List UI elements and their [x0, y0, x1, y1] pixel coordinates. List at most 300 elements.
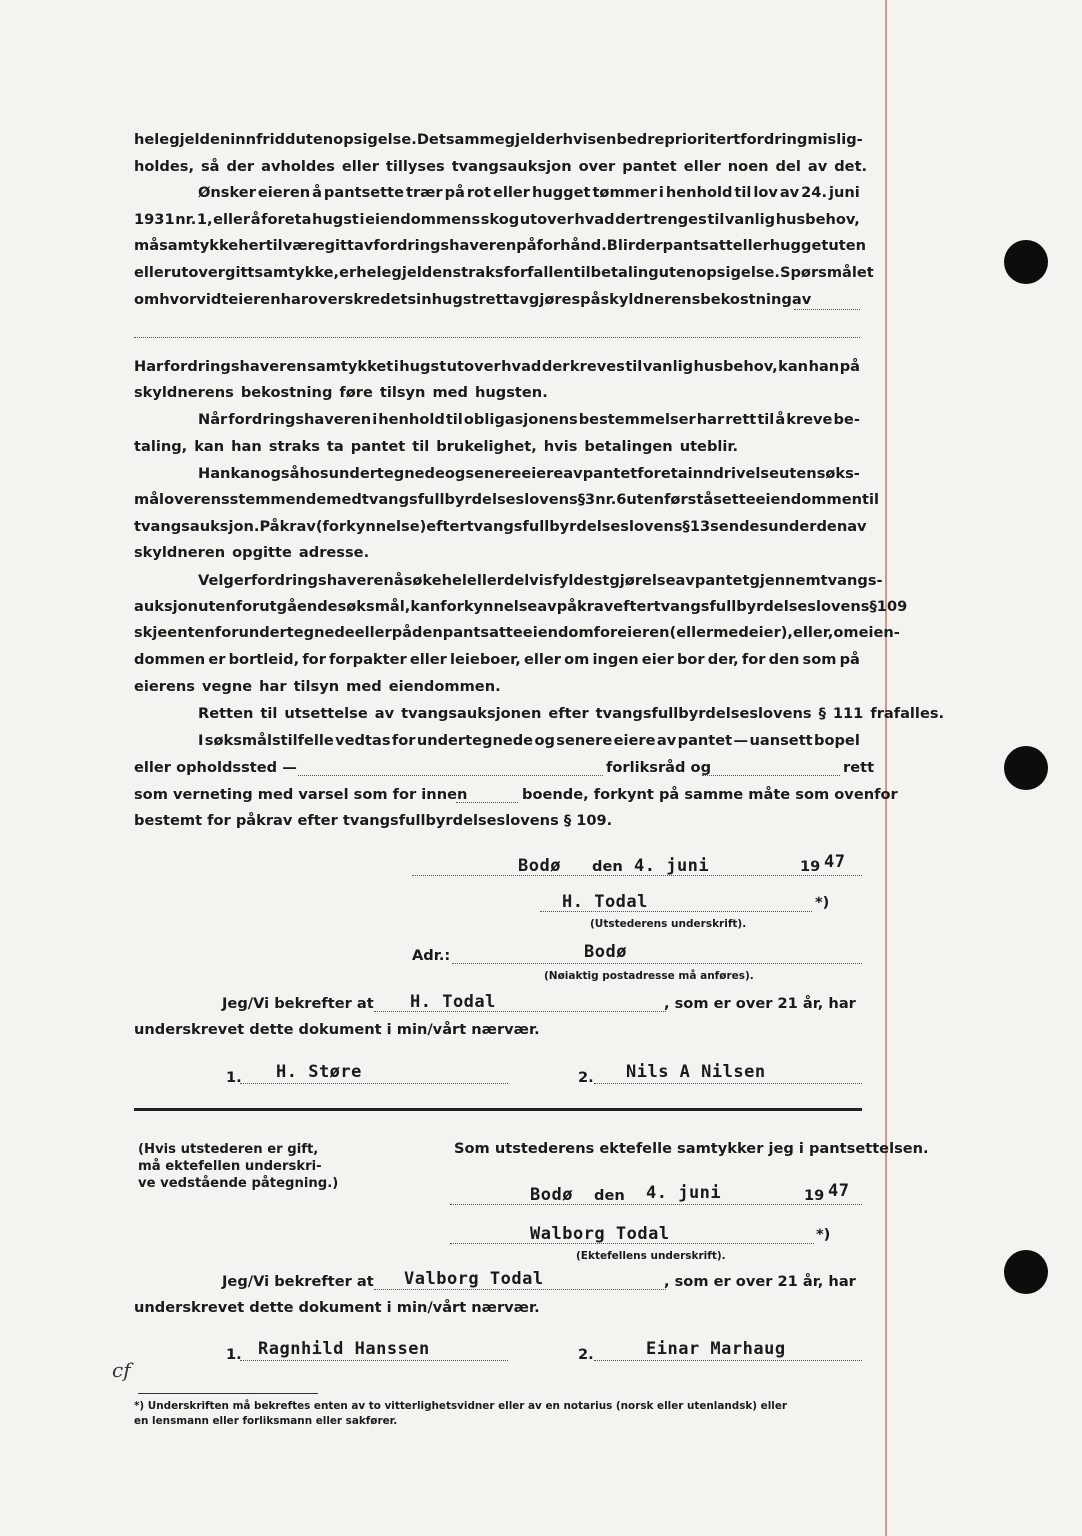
spouse-witness-2-name: Einar Marhaug [646, 1339, 786, 1359]
word: tvangsauksjon. [134, 518, 260, 535]
sig-caption: (Utstederens underskrift). [590, 918, 747, 930]
spouse-witness-2-num: 2. [578, 1346, 594, 1363]
word: bekostning [700, 291, 792, 308]
word: eiendommens [365, 211, 481, 228]
word: efter [426, 518, 467, 535]
venue-rett: rett [843, 759, 875, 776]
word: som [802, 651, 837, 668]
word: til [734, 184, 752, 201]
word: hvorvidt [159, 291, 229, 308]
word: lov [753, 184, 778, 201]
word: fordringshaveren [163, 358, 307, 375]
word: noen [727, 158, 769, 175]
word: vanlig [642, 358, 694, 375]
word: pantet [694, 572, 750, 589]
word: eller [134, 264, 171, 281]
word: med [326, 491, 362, 508]
word: eier [641, 651, 674, 668]
word: tvangsauksjonen [401, 705, 542, 722]
word: først [664, 491, 704, 508]
body-line [134, 357, 860, 377]
word: der [226, 158, 255, 175]
word: til [757, 411, 775, 428]
word: medeier), [713, 624, 793, 641]
word: § [869, 598, 877, 615]
word: eller [213, 211, 251, 228]
word: for [391, 732, 416, 749]
word: hvis [562, 131, 597, 148]
word: § [577, 491, 586, 508]
word: obligasjonens [463, 411, 578, 428]
word: også [260, 465, 300, 482]
word: overskredet [308, 291, 408, 308]
witness-1-name: H. Støre [276, 1062, 362, 1082]
word: senere [465, 465, 522, 482]
word: av [675, 572, 695, 589]
body-line [134, 490, 879, 510]
word: hele [134, 131, 170, 148]
word: tvangs- [820, 572, 883, 589]
word: pantet [622, 158, 677, 175]
word: overensstemmende [164, 491, 327, 508]
word: uteblir. [679, 438, 739, 455]
venue-line-2b: boende, forkynt på samme måte som ovenfor [522, 786, 898, 803]
word: der [541, 358, 570, 375]
word: der, [707, 651, 739, 668]
witness-line [594, 1360, 862, 1361]
word: å [703, 491, 714, 508]
word: dommen [134, 651, 206, 668]
word: frafalles. [870, 705, 945, 722]
word: trær [405, 184, 443, 201]
word: til [412, 438, 430, 455]
word: 24. [801, 184, 828, 201]
word: eieren [257, 184, 311, 201]
word: skyldneren [134, 544, 226, 561]
word: eieren [228, 291, 281, 308]
word: leieboer, [450, 651, 521, 668]
body-line [198, 571, 883, 591]
address-line [452, 963, 862, 964]
word: skje [134, 624, 168, 641]
body-line [134, 290, 812, 310]
spouse-note-line: må ektefellen underskri- [138, 1159, 322, 1174]
word: eller [732, 237, 770, 254]
word: tvangsfullbyrdelseslovens [653, 598, 870, 615]
issue-place: Bodø [518, 856, 561, 876]
word: er [339, 264, 357, 281]
word: er [208, 651, 226, 668]
word: (forkynnelse) [315, 518, 427, 535]
word: sin [407, 291, 432, 308]
word: Blir [606, 237, 636, 254]
word: Påkrav [259, 518, 316, 535]
word: der [615, 211, 643, 228]
spouse-place: Bodø [530, 1185, 573, 1205]
spouse-signature: Walborg Todal [530, 1224, 670, 1244]
word: pantsatte [442, 624, 523, 641]
word: forfallen [503, 264, 574, 281]
word: fordringshaveren [373, 237, 517, 254]
spouse-date: 4. juni [646, 1183, 722, 1203]
word: under [768, 518, 817, 535]
issue-den: den [592, 858, 623, 875]
word: å [775, 411, 786, 428]
word: søksmål, [337, 598, 411, 615]
body-line [134, 263, 874, 283]
spouse-note-line: ve vedstående påtegning.) [138, 1176, 339, 1191]
date-line [450, 1204, 862, 1205]
word: § [818, 705, 826, 722]
word: Ønsker [198, 184, 256, 201]
word: den [816, 518, 848, 535]
word: søks- [816, 465, 860, 482]
word: opsigelse. [333, 131, 417, 148]
word: til [625, 358, 643, 375]
word: betaling [590, 264, 659, 281]
word: uansett [749, 732, 813, 749]
word: til [862, 491, 879, 508]
word: hvis [543, 438, 578, 455]
word: skyldnerens [600, 291, 701, 308]
word: kreve [786, 411, 833, 428]
word: hugstrett [431, 291, 510, 308]
footnote-line: en lensmann eller forliksmann eller sakfører. [134, 1415, 398, 1427]
word: innfridd [230, 131, 296, 148]
word: søke [403, 572, 442, 589]
word: bopel [814, 732, 860, 749]
word: eiere [613, 732, 656, 749]
word: avholdes [261, 158, 335, 175]
word: Velger [198, 572, 251, 589]
spouse-witness-1-num: 1. [226, 1346, 242, 1363]
word: til [707, 211, 725, 228]
word: gjelder [504, 131, 563, 148]
word: mislig- [807, 131, 863, 148]
word: til [573, 264, 591, 281]
word: av [656, 732, 677, 749]
word: hvad [501, 358, 542, 375]
word: brukelighet, [436, 438, 537, 455]
word: pantsatt [662, 237, 733, 254]
word: om [134, 291, 160, 308]
word: av [374, 705, 395, 722]
word: skog [480, 211, 520, 228]
witness-line [240, 1360, 508, 1361]
word: undertegnede [238, 624, 355, 641]
word: på [444, 184, 465, 201]
footnote-rule [138, 1393, 318, 1394]
word: avgjøres [509, 291, 581, 308]
word: over [578, 158, 616, 175]
word: ingen [592, 651, 639, 668]
body-line [198, 704, 945, 724]
word: auksjon [134, 598, 199, 615]
confirm-name: H. Todal [410, 992, 496, 1012]
word: kan [194, 438, 225, 455]
word: eiendom [522, 624, 594, 641]
footnote-line: *) Underskriften må bekreftes enten av to vitterlighetsvidner eller av en notarius (norsk eller utenlandsk) eller [134, 1400, 788, 1412]
word: være [282, 237, 325, 254]
word: 109 [876, 598, 908, 615]
word: hertil [238, 237, 283, 254]
spouse-confirm-line-2: underskrevet dette dokument i min/vårt nærvær. [134, 1299, 540, 1316]
word: pantet [582, 465, 638, 482]
word: tvangsfullbyrdelseslovens [466, 518, 683, 535]
word: gjennem [749, 572, 821, 589]
word: hugst [399, 358, 447, 375]
issuer-signature: H. Todal [562, 892, 648, 912]
word: rot [466, 184, 492, 201]
word: undertegnede [328, 465, 445, 482]
word: mål [134, 491, 165, 508]
body-line [134, 543, 860, 563]
word: kan [230, 465, 261, 482]
word: utsettelse [284, 705, 368, 722]
word: må [134, 237, 160, 254]
word: på [391, 624, 413, 641]
confirm-line-2: underskrevet dette dokument i min/vårt nærvær. [134, 1021, 540, 1038]
adr-value: Bodø [584, 942, 627, 962]
word: foreta [261, 211, 312, 228]
word: uten [828, 237, 866, 254]
word: gitt [225, 264, 255, 281]
word: av [563, 465, 583, 482]
word: uten [198, 598, 236, 615]
venue-line-3: bestemt for påkrav efter tvangsfullbyrdelseslovens § 109. [134, 812, 613, 829]
word: efter [613, 598, 654, 615]
word: for [741, 651, 766, 668]
issue-date: 4. juni [634, 856, 710, 876]
spouse-note [138, 1141, 338, 1192]
word: eller [409, 651, 447, 668]
word: om [564, 651, 590, 668]
word: vegne [201, 678, 253, 695]
word: føre [339, 384, 373, 401]
footnote [134, 1399, 864, 1429]
word: samtykke [159, 237, 239, 254]
word: straks [268, 438, 320, 455]
word: samme [445, 131, 505, 148]
word: av [847, 518, 867, 535]
adr-caption: (Nøiaktig postadresse må anføres). [544, 970, 754, 982]
word: tillyses [385, 158, 445, 175]
spouse-sig-caption: (Ektefellens underskrift). [576, 1250, 726, 1262]
word: utover [519, 211, 574, 228]
word: 1, [196, 211, 213, 228]
word: han [231, 438, 262, 455]
spouse-year-prefix: 19 [804, 1187, 825, 1204]
word: søksmålstilfelle [204, 732, 334, 749]
confirm-suffix: , som er over 21 år, har [664, 995, 856, 1012]
word: eller [683, 158, 721, 175]
sig-mark: *) [816, 1226, 831, 1243]
word: til [445, 411, 463, 428]
word: påkrav [556, 598, 614, 615]
word: tilsyn [379, 384, 426, 401]
venue-forliksrad: forliksråd og [606, 759, 712, 776]
spouse-confirm-prefix: Jeg/Vi bekrefter at [222, 1273, 374, 1290]
body-line [134, 517, 867, 537]
word: en [596, 131, 617, 148]
body-line [134, 597, 908, 617]
word: be- [833, 411, 860, 428]
venue-line-2a: som verneting med varsel som for innen [134, 786, 468, 803]
issue-year-prefix: 19 [800, 858, 821, 875]
word: eller [466, 572, 504, 589]
word: husbehov, [775, 211, 860, 228]
word: — [733, 732, 749, 749]
word: 6 [616, 491, 627, 508]
word: Har [134, 358, 164, 375]
word: fyldestgjørelse [552, 572, 676, 589]
word: kan [410, 598, 441, 615]
word: på [839, 651, 860, 668]
word: uten [658, 264, 697, 281]
word: Han [198, 465, 231, 482]
word: for [593, 624, 618, 641]
witness-line [240, 1083, 508, 1084]
word: eller [354, 624, 392, 641]
spouse-confirm-suffix: , som er over 21 år, har [664, 1273, 856, 1290]
adr-label: Adr.: [412, 947, 451, 964]
word: samtykket [307, 358, 394, 375]
word: han [808, 358, 840, 375]
word: delvis [503, 572, 553, 589]
spouse-den: den [594, 1187, 625, 1204]
word: taling, [134, 438, 188, 455]
word: forutgående [235, 598, 338, 615]
dotted-fill [702, 775, 840, 776]
word: pantet [350, 438, 406, 455]
word: del [775, 158, 801, 175]
word: gjelden [169, 131, 231, 148]
word: ta [326, 438, 344, 455]
body-line [134, 623, 900, 643]
word: uten [626, 491, 665, 508]
word: hugsten. [475, 384, 548, 401]
word: sette [713, 491, 756, 508]
confirm-prefix: Jeg/Vi bekrefter at [222, 995, 374, 1012]
word: eiere [521, 465, 564, 482]
word: nr. [175, 211, 197, 228]
word: § [682, 518, 690, 535]
word: bor [676, 651, 705, 668]
spouse-consent: Som utstederens ektefelle samtykker jeg i pantsettelsen. [454, 1140, 929, 1157]
word: fordringshaveren [228, 411, 372, 428]
word: den [412, 624, 443, 641]
section-rule [134, 1108, 862, 1111]
word: I [198, 732, 204, 749]
word: fordringshaveren [250, 572, 394, 589]
word: hugst [312, 211, 359, 228]
word: forkynnelse [440, 598, 538, 615]
word: å [393, 572, 404, 589]
word: fordring [740, 131, 808, 148]
word: det. [834, 158, 868, 175]
word: forhånd. [536, 237, 607, 254]
dotted-fill [374, 1289, 666, 1290]
word: 111 [832, 705, 864, 722]
word: henhold [665, 184, 733, 201]
word: husbehov, [693, 358, 778, 375]
word: opgitte [232, 544, 292, 561]
word: tømmer [592, 184, 657, 201]
word: uten [779, 465, 817, 482]
word: tvangsfullbyrdelseslovens [595, 705, 812, 722]
word: gjelden [391, 264, 453, 281]
word: 13 [689, 518, 711, 535]
word: av [779, 184, 800, 201]
word: for [302, 651, 326, 668]
word: hos [299, 465, 329, 482]
word: så [201, 158, 220, 175]
word: trenges [643, 211, 707, 228]
word: i [393, 358, 399, 375]
word: Når [198, 411, 228, 428]
word: med [346, 678, 382, 695]
word: hvad [574, 211, 615, 228]
punch-hole [1004, 1250, 1048, 1294]
margin-mark: cf [112, 1358, 131, 1382]
word: å [250, 211, 261, 228]
word: eiendommen [755, 491, 862, 508]
word: har [259, 678, 287, 695]
word: gitt [324, 237, 354, 254]
word: pantsette [323, 184, 405, 201]
word: vanlig [724, 211, 776, 228]
word: nr. [595, 491, 617, 508]
body-line [134, 157, 868, 177]
word: å [312, 184, 322, 201]
word: eierens [134, 678, 195, 695]
word: med [432, 384, 469, 401]
word: eien- [858, 624, 900, 641]
sig-mark: *) [815, 894, 830, 911]
word: prioritert [664, 131, 741, 148]
word: tvangsauksjon [451, 158, 572, 175]
word: utover [446, 358, 501, 375]
word: har [280, 291, 309, 308]
word: hel [441, 572, 467, 589]
word: 1931 [134, 211, 175, 228]
word: vedtas [335, 732, 391, 749]
word: rett [725, 411, 757, 428]
word: eller, [792, 624, 834, 641]
spouse-confirm-name: Valborg Todal [404, 1269, 544, 1289]
word: av [791, 291, 812, 308]
witness-2-name: Nils A Nilsen [626, 1062, 766, 1082]
word: bortleid, [228, 651, 300, 668]
word: og [534, 732, 555, 749]
word: Retten [198, 705, 254, 722]
word: pantet [677, 732, 733, 749]
word: uten [295, 131, 334, 148]
body-line [134, 437, 860, 457]
venue-line-1: eller opholdssted — [134, 759, 297, 776]
word: betalingen [584, 438, 673, 455]
word: adresse. [298, 544, 370, 561]
spouse-witness-1-name: Ragnhild Hanssen [258, 1339, 430, 1359]
punch-hole [1004, 240, 1048, 284]
word: om [833, 624, 859, 641]
word: eller [493, 184, 530, 201]
body-line [134, 650, 860, 670]
witness-line [594, 1083, 862, 1084]
word: sendes [710, 518, 769, 535]
word: Det [416, 131, 446, 148]
word: på [516, 237, 537, 254]
